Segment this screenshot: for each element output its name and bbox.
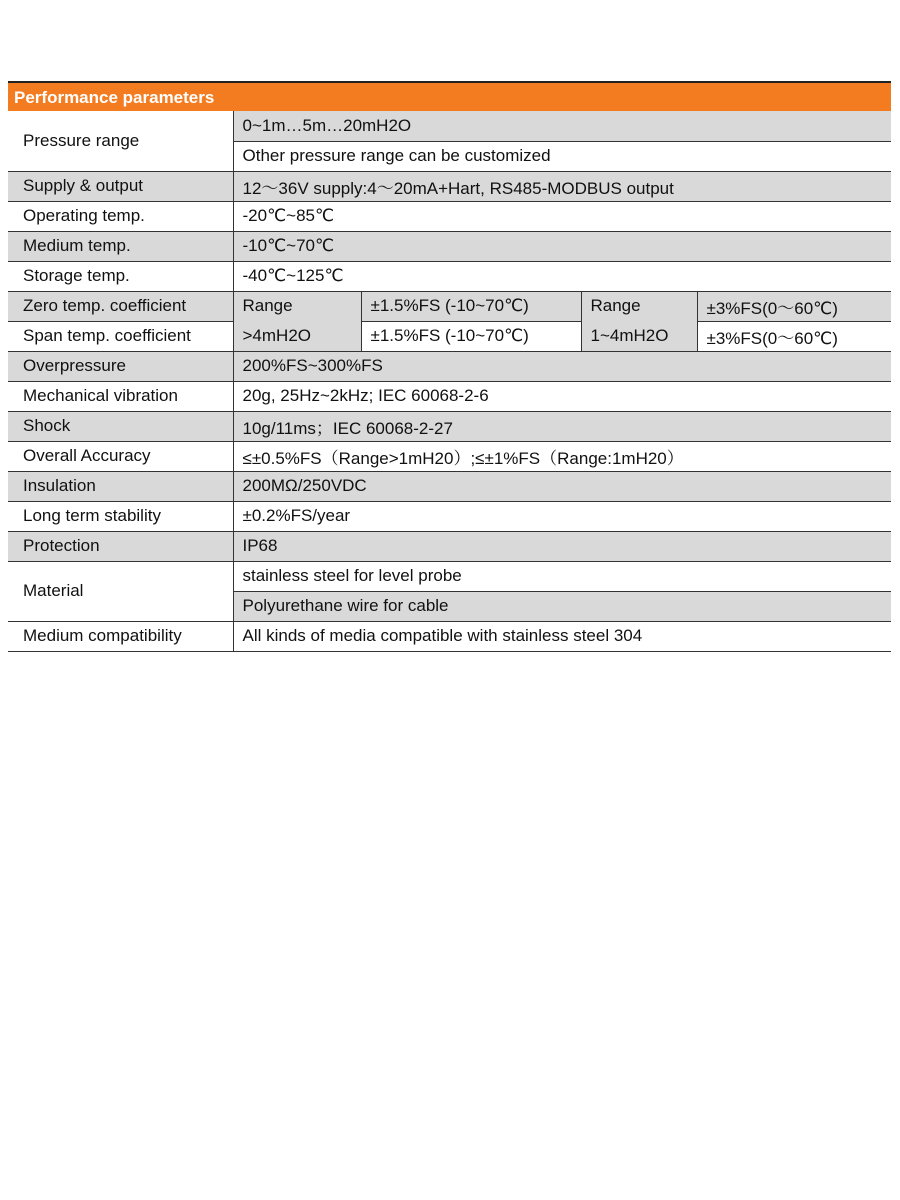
protection-label: Protection	[8, 531, 233, 561]
performance-parameters-section	[8, 81, 891, 652]
overpressure-label: Overpressure	[8, 351, 233, 381]
table-row	[8, 411, 891, 441]
table-row	[8, 531, 891, 561]
medium-temp-value: -10℃~70℃	[233, 231, 891, 261]
spec-table	[8, 111, 891, 652]
table-row	[8, 501, 891, 531]
mechanical-vibration-label: Mechanical vibration	[8, 381, 233, 411]
table-row	[8, 111, 891, 141]
mechanical-vibration-value: 20g, 25Hz~2kHz; IEC 60068-2-6	[233, 381, 891, 411]
section-title: Performance parameters	[8, 81, 891, 111]
range-a-value: >4mH2O	[233, 321, 361, 351]
table-row	[8, 471, 891, 501]
pressure-range-label: Pressure range	[8, 111, 233, 171]
shock-label: Shock	[8, 411, 233, 441]
supply-output-value: 12～36V supply:4～20mA+Hart, RS485-MODBUS output	[233, 171, 891, 201]
span-coefficient-range-a: ±1.5%FS (-10~70℃)	[361, 321, 581, 351]
material-label: Material	[8, 561, 233, 621]
material-cable-value: Polyurethane wire for cable	[233, 591, 891, 621]
range-a-title: Range	[233, 291, 361, 321]
table-row	[8, 201, 891, 231]
supply-output-label: Supply & output	[8, 171, 233, 201]
table-row	[8, 351, 891, 381]
insulation-value: 200MΩ/250VDC	[233, 471, 891, 501]
operating-temp-label: Operating temp.	[8, 201, 233, 231]
medium-compatibility-label: Medium compatibility	[8, 621, 233, 651]
insulation-label: Insulation	[8, 471, 233, 501]
pressure-range-custom: Other pressure range can be customized	[233, 141, 891, 171]
table-row	[8, 231, 891, 261]
table-row	[8, 171, 891, 201]
long-term-stability-value: ±0.2%FS/year	[233, 501, 891, 531]
medium-compatibility-value: All kinds of media compatible with stainless steel 304	[233, 621, 891, 651]
table-row	[8, 381, 891, 411]
zero-coefficient-range-a: ±1.5%FS (-10~70℃)	[361, 291, 581, 321]
zero-coefficient-range-b: ±3%FS(0～60℃)	[697, 291, 891, 321]
protection-value: IP68	[233, 531, 891, 561]
pressure-range-value: 0~1m…5m…20mH2O	[233, 111, 891, 141]
operating-temp-value: -20℃~85℃	[233, 201, 891, 231]
table-row	[8, 291, 891, 321]
range-b-value: 1~4mH2O	[581, 321, 697, 351]
overall-accuracy-label: Overall Accuracy	[8, 441, 233, 471]
overall-accuracy-value: ≤±0.5%FS（Range>1mH20）;≤±1%FS（Range:1mH20）	[233, 441, 891, 471]
medium-temp-label: Medium temp.	[8, 231, 233, 261]
long-term-stability-label: Long term stability	[8, 501, 233, 531]
overpressure-value: 200%FS~300%FS	[233, 351, 891, 381]
table-row	[8, 621, 891, 651]
storage-temp-label: Storage temp.	[8, 261, 233, 291]
table-row	[8, 561, 891, 591]
table-row	[8, 321, 891, 351]
span-temp-coefficient-label: Span temp. coefficient	[8, 321, 233, 351]
shock-value: 10g/11ms；IEC 60068-2-27	[233, 411, 891, 441]
range-b-title: Range	[581, 291, 697, 321]
table-row	[8, 441, 891, 471]
table-row	[8, 261, 891, 291]
span-coefficient-range-b: ±3%FS(0～60℃)	[697, 321, 891, 351]
zero-temp-coefficient-label: Zero temp. coefficient	[8, 291, 233, 321]
storage-temp-value: -40℃~125℃	[233, 261, 891, 291]
material-probe-value: stainless steel for level probe	[233, 561, 891, 591]
